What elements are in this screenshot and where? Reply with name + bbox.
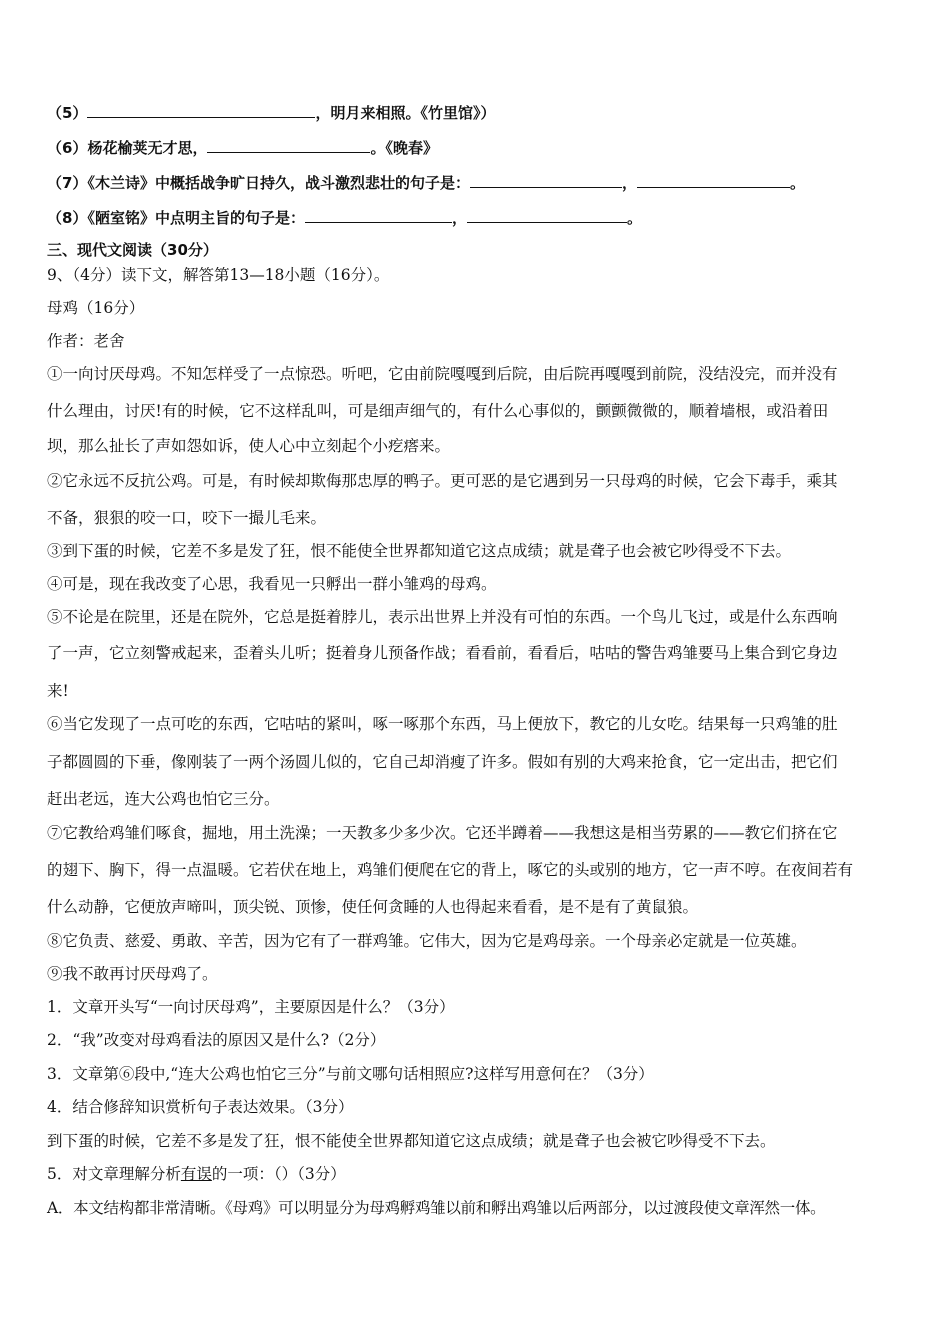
item-text: ， xyxy=(621,174,637,192)
answer-blank[interactable] xyxy=(637,172,790,188)
fill-in-5 xyxy=(47,102,495,123)
item-number: （5） xyxy=(47,104,88,122)
option-a: A．本文结构都非常清晰。《母鸡》可以明显分为母鸡孵鸡雏以前和孵出鸡雏以后两部分，以过渡段使文章浑然一体。 xyxy=(47,1199,826,1217)
paragraph-line: 子都圆圆的下垂，像刚装了一两个汤圆儿似的，它自己却消瘦了许多。假如有别的大鸡来抢食，它一定出击，把它们 xyxy=(47,753,838,771)
paragraph-line: ⑦它教给鸡雏们啄食，掘地，用土洗澡；一天教多少多少次。它还半蹲着——我想这是相当劳累的——教它们挤在它 xyxy=(47,824,838,842)
item-number: （8） xyxy=(47,209,88,227)
answer-blank[interactable] xyxy=(305,207,452,223)
paragraph-line: ②它永远不反抗公鸡。可是，有时候却欺侮那忠厚的鸭子。更可恶的是它遇到另一只母鸡的时候，它会下毒手，乘其 xyxy=(47,472,838,490)
article-author: 作者：老舍 xyxy=(47,332,125,350)
paragraph-line: 的翅下、胸下，得一点温暖。它若伏在地上，鸡雏们便爬在它的背上，啄它的头或别的地方，它一声不哼。在夜间若有 xyxy=(47,861,854,879)
question-5 xyxy=(47,1164,346,1184)
question-4: 4．结合修辞知识赏析句子表达效果。（3分） xyxy=(47,1098,354,1116)
article-title: 母鸡（16分） xyxy=(47,299,145,317)
question-5-underlined: 有误 xyxy=(180,1165,212,1183)
item-number: （6） xyxy=(47,139,88,157)
paragraph-line: ④可是，现在我改变了心思，我看见一只孵出一群小雏鸡的母鸡。 xyxy=(47,575,497,593)
paragraph-line: ⑤不论是在院里，还是在院外，它总是挺着脖儿，表示出世界上并没有可怕的东西。一个鸟儿飞过，或是什么东西响 xyxy=(47,608,838,626)
answer-blank[interactable] xyxy=(467,207,627,223)
paragraph-line: 了一声，它立刻警戒起来，歪着头儿听；挺着身儿预备作战；看看前，看看后，咕咕的警告鸡雏要马上集合到它身边 xyxy=(47,644,838,662)
fill-in-8 xyxy=(47,207,642,228)
answer-blank[interactable] xyxy=(87,102,315,118)
item-text: 。 xyxy=(789,174,805,192)
paragraph-line: ⑨我不敢再讨厌母鸡了。 xyxy=(47,965,218,983)
item-text: 《陋室铭》中点明主旨的句子是： xyxy=(87,209,305,227)
question-intro: 9、（4分）读下文，解答第13—18小题（16分）。 xyxy=(47,266,390,284)
item-text: ，明月来相照。《竹里馆》） xyxy=(315,104,496,122)
paragraph-line: ⑥当它发现了一点可吃的东西，它咕咕的紧叫，啄一啄那个东西，马上便放下，教它的儿女吃。结果每一只鸡雏的肚 xyxy=(47,715,838,733)
answer-blank[interactable] xyxy=(207,137,370,153)
paragraph-line: 不备，狠狠的咬一口，咬下一撮儿毛来。 xyxy=(47,509,327,527)
paragraph-line: ①一向讨厌母鸡。不知怎样受了一点惊恐。听吧，它由前院嘎嘎到后院，由后院再嘎嘎到前院，没结没完，而并没有 xyxy=(47,365,838,383)
paragraph-line: 什么动静，它便放声啼叫，顶尖锐、顶惨，使任何贪睡的人也得起来看看，是不是有了黄鼠狼。 xyxy=(47,898,699,916)
paragraph-line: 什么理由，讨厌!有的时候，它不这样乱叫，可是细声细气的，有什么心事似的，颤颤微微的，顺着墙根，或沿着田 xyxy=(47,402,829,420)
question-5-text: 5．对文章理解分析 xyxy=(47,1165,181,1183)
question-5-text: 的一项：（）（3分） xyxy=(211,1165,346,1183)
question-2: 2．“我”改变对母鸡看法的原因又是什么?（2分） xyxy=(47,1031,386,1049)
paragraph-line: ③到下蛋的时候，它差不多是发了狂，恨不能使全世界都知道它这点成绩；就是聋子也会被它吵得受不下去。 xyxy=(47,542,792,560)
item-text: 。 xyxy=(626,209,642,227)
paragraph-line: ⑧它负责、慈爱、勇敢、辛苦，因为它有了一群鸡雏。它伟大，因为它是鸡母亲。一个母亲必定就是一位英雄。 xyxy=(47,932,807,950)
question-1: 1．文章开头写“一向讨厌母鸡”，主要原因是什么？（3分） xyxy=(47,998,455,1016)
item-text: 《木兰诗》中概括战争旷日持久，战斗激烈悲壮的句子是： xyxy=(87,174,470,192)
item-text: 杨花榆荚无才思， xyxy=(87,139,208,157)
item-number: （7） xyxy=(47,174,88,192)
item-text: 。《晚春》 xyxy=(370,139,438,157)
paragraph-line: 赶出老远，连大公鸡也怕它三分。 xyxy=(47,790,280,808)
fill-in-7 xyxy=(47,172,805,193)
answer-blank[interactable] xyxy=(470,172,622,188)
fill-in-6 xyxy=(47,137,438,158)
question-3: 3．文章第⑥段中,“连大公鸡也怕它三分”与前文哪句话相照应?这样写用意何在？（3分） xyxy=(47,1065,654,1083)
paragraph-line: 来! xyxy=(47,682,69,700)
paragraph-line: 坝，那么扯长了声如怨如诉，使人心中立刻起个小疙瘩来。 xyxy=(47,437,451,455)
question-4-sentence: 到下蛋的时候，它差不多是发了狂，恨不能使全世界都知道它这点成绩；就是聋子也会被它吵得受不下去。 xyxy=(47,1132,776,1150)
section-title: 三、现代文阅读（30分） xyxy=(47,241,218,259)
item-text: ， xyxy=(451,209,467,227)
